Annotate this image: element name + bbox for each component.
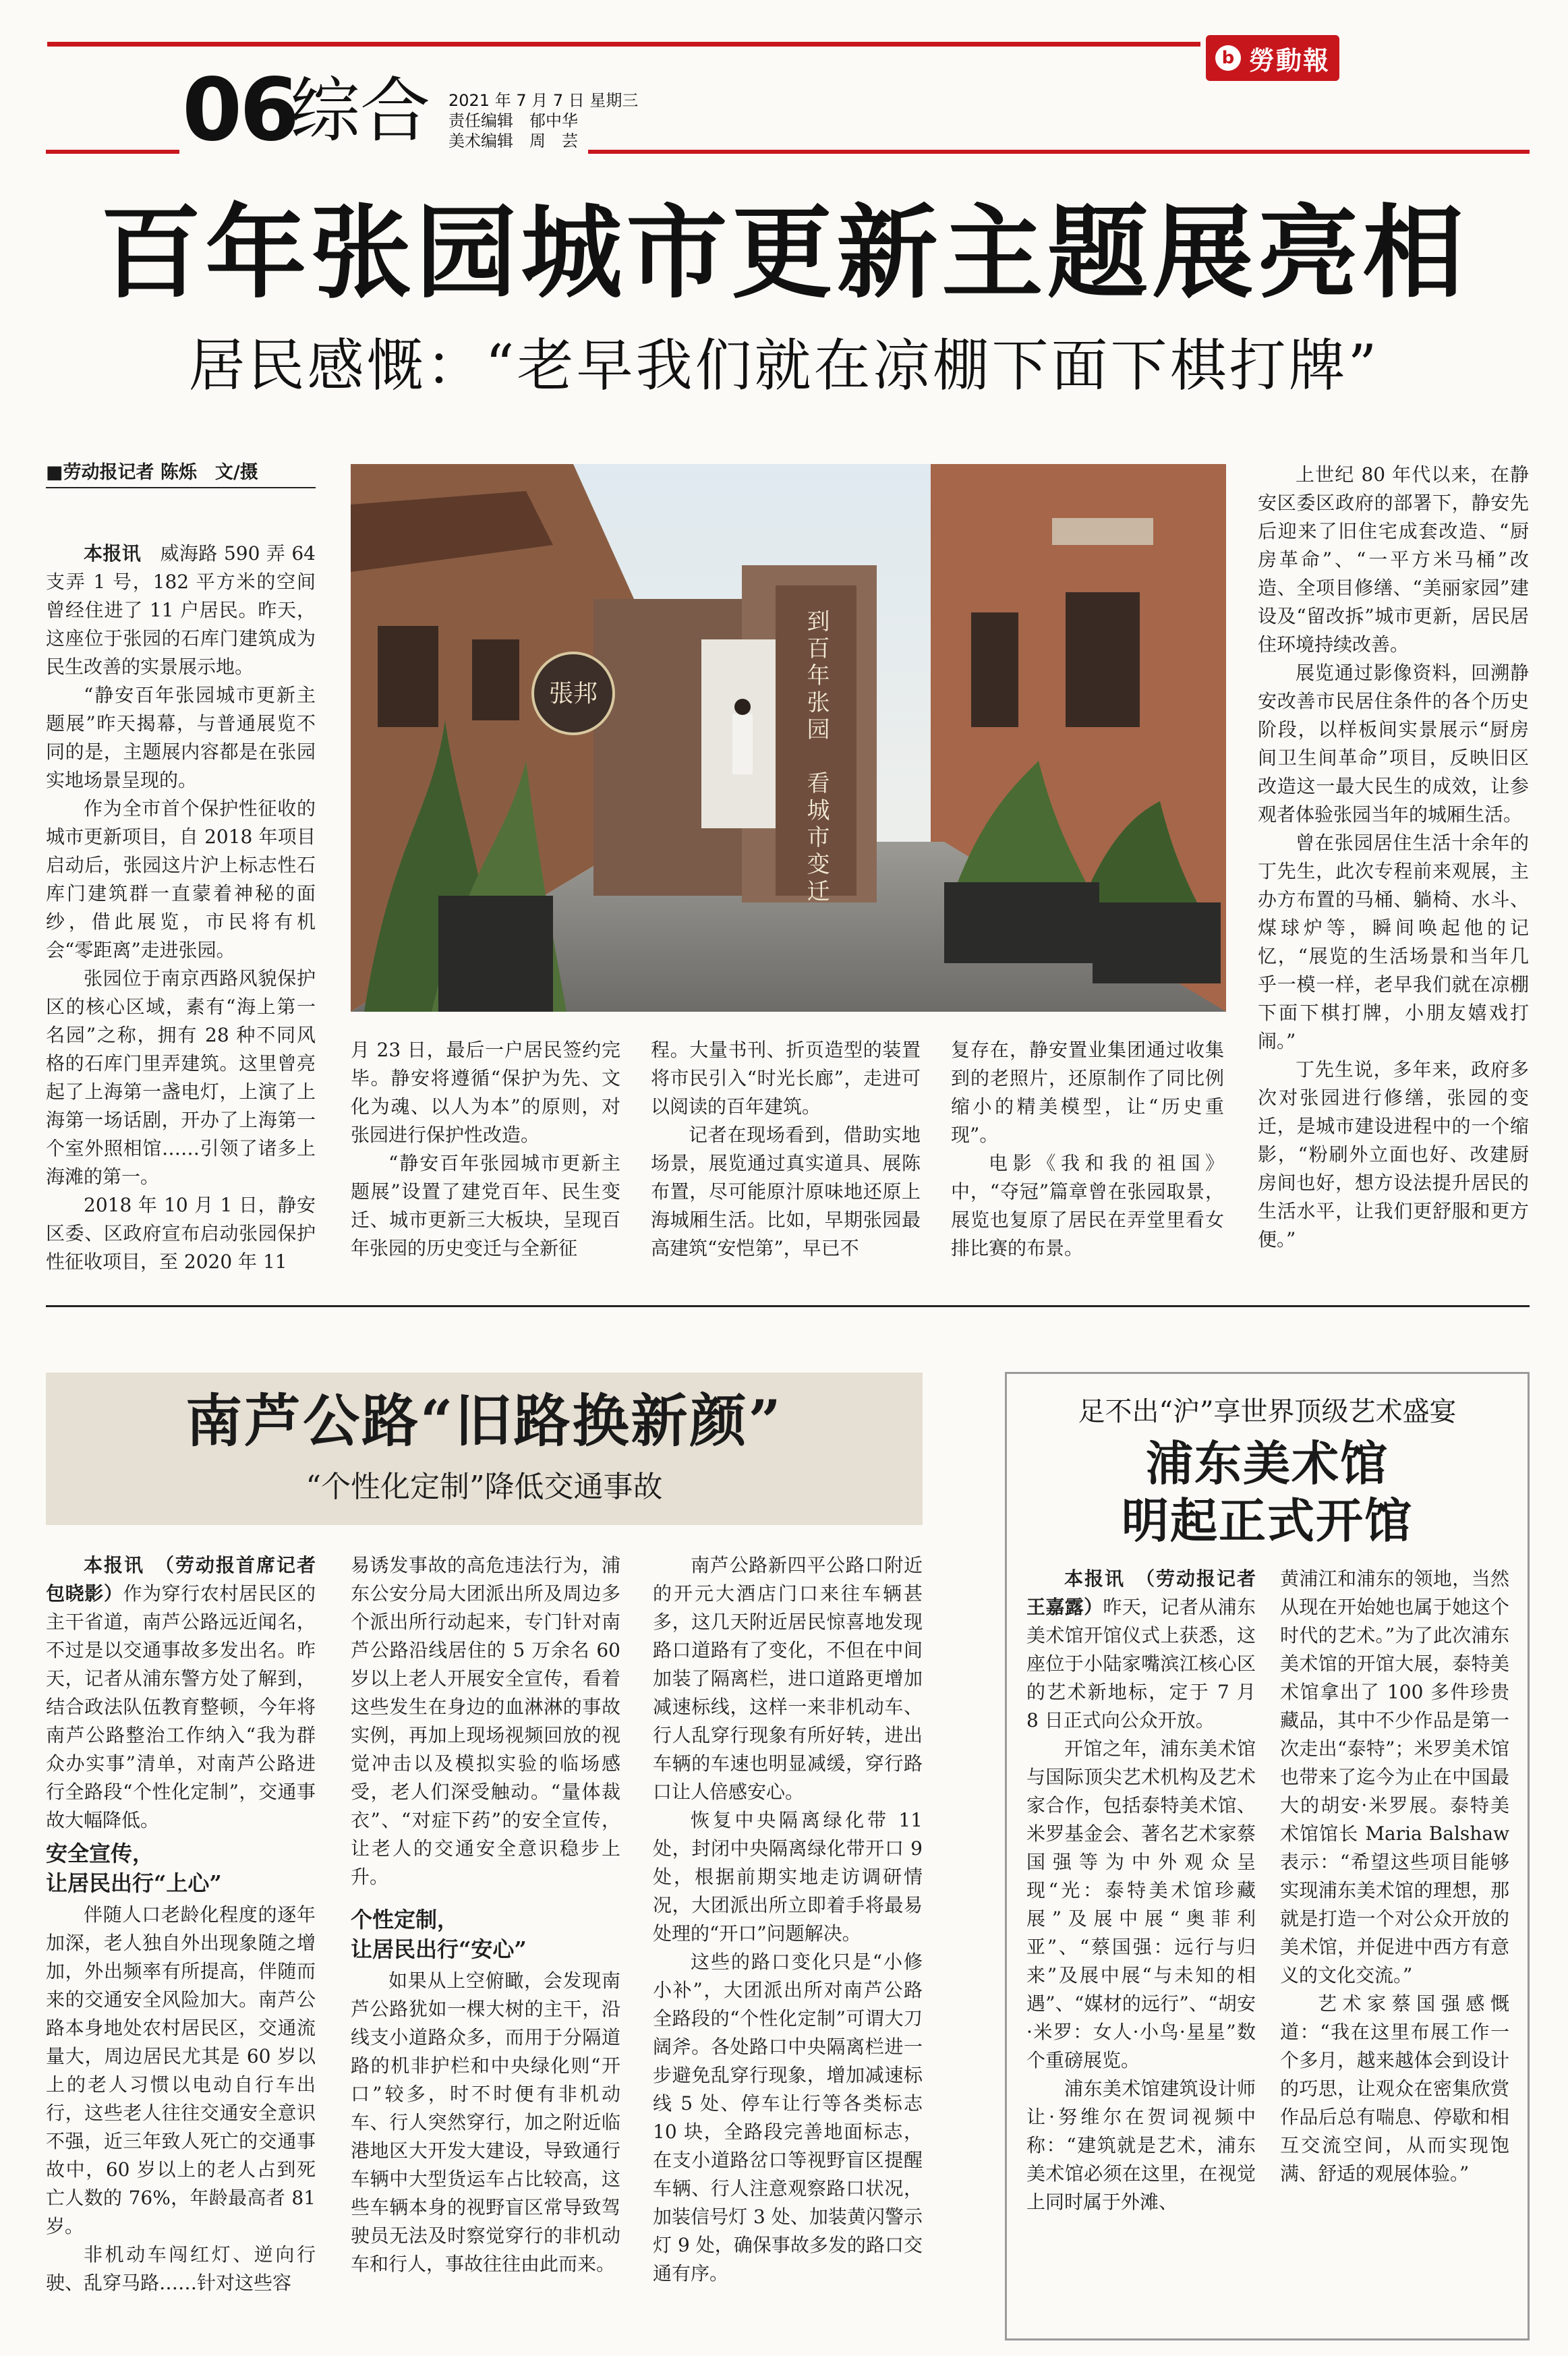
- article1-col4: [951, 1036, 1224, 1263]
- article2-col3: [653, 1551, 923, 2288]
- paragraph: 恢复中央隔离绿化带 11 处，封闭中央隔离绿化带开口 9 处，根据前期实地走访调研情况，大团派出所立即着手将最易处理的“开口”问题解决。: [653, 1809, 923, 1945]
- paragraph: 浦东美术馆建筑设计师让·努维尔在贺词视频中称：“建筑就是艺术，浦东美术馆必须在这里，在视觉上同时属于外滩、: [1026, 2077, 1256, 2213]
- paragraph: 非机动车闯红灯、逆向行驶、乱穿马路……针对这些容: [46, 2243, 316, 2294]
- article3-title-line1: 浦东美术馆: [1146, 1435, 1389, 1491]
- masthead-red-bar-right: [588, 150, 1530, 154]
- section-divider: [46, 1305, 1530, 1307]
- paragraph: 易诱发事故的高危违法行为，浦东公安分局大团派出所及周边多个派出所行动起来，专门针对南芦公路沿线居住的 5 万余名 60 岁以上老人开展安全宣传，看着这些发生在身边的血淋淋的事故实例，再加上现场视频回放的视觉冲击以及模拟实验的临场感受，老人们深受触动。“量体裁衣”、“对症下药”的安全宣传，让老人的交通安全意识稳步上升。: [351, 1554, 620, 1888]
- paragraph: 如果从上空俯瞰，会发现南芦公路犹如一棵大树的主干，沿线支小道路众多，而用于分隔道路的机非护栏和中央绿化则“开口”较多，时不时便有非机动车、行人突然穿行，加之附近临港地区大开发大建设，导致通行车辆中大型货运车占比较高，这些车辆本身的视野盲区常导致驾驶员无法及时察觉穿行的非机动车和行人，事故往往由此而来。: [351, 1970, 620, 2275]
- subhead-line: 让居民出行“上心”: [46, 1870, 222, 1896]
- paragraph: 南芦公路新四平公路口附近的开元大酒店门口来往车辆甚多，这几天附近居民惊喜地发现路口道路有了变化，不但在中间加装了隔离栏，进口道路更增加减速标线，这样一来非机动车、行人乱穿行现象有所好转，进出车辆的车速也明显减缓，穿行路口让人倍感安心。: [653, 1554, 923, 1803]
- gate-logo-text: 張邦: [548, 680, 598, 708]
- lead: 本报讯 （劳动报记者 王嘉露）: [1026, 1568, 1256, 1618]
- paragraph: 丁先生说，多年来，政府多次对张园进行修缮，张园的变迁，是城市建设进程中的一个缩影，“粉刷外立面也好、改建厨房间也好，想方设法提升居民的生活水平，让我们更舒服和更方便。”: [1258, 1058, 1529, 1251]
- subhead-line: 个性定制，: [351, 1907, 459, 1932]
- paragraph: 作为全市首个保护性征收的城市更新项目，自 2018 年项目启动后，张园这片沪上标志性石库门建筑群一直蒙着神秘的面纱，借此展览，市民将有机会“零距离”走进张园。: [46, 797, 316, 961]
- article2-title: 南芦公路“旧路换新颜”: [185, 1387, 783, 1454]
- article1-col3: [651, 1036, 921, 1263]
- paragraph: 月 23 日，最后一户居民签约完毕。静安将遵循“保护为先、文化为魂、以人为本”的原则，对张园进行保护性改造。: [351, 1039, 620, 1146]
- article2-subtitle: “个性化定制”降低交通事故: [306, 1470, 663, 1504]
- date-line: 2021 年 7 月 7 日 星期三: [448, 91, 639, 110]
- paragraph: 上世纪 80 年代以来，在静安区委区政府的部署下，静安先后迎来了旧住宅成套改造、“厨房革命”、“一平方米马桶”改造、全项目修缮、“美丽家园”建设及“留改拆”城市更新，居民居住环境持续改善。: [1258, 463, 1529, 656]
- gate-vertical-text: 到百年张园 看城市变迁: [803, 609, 830, 906]
- page-number: 06: [182, 60, 297, 161]
- masthead-meta: [448, 90, 638, 151]
- article2-col1: [46, 1551, 316, 2297]
- paragraph-text: 作为穿行农村居民区的主干省道，南芦公路远近闻名，不过是以交通事故多发出名。昨天，记者从浦东警方处了解到，结合政法队伍教育整顿，今年将南芦公路整治工作纳入“我为群众办实事”清单，对南芦公路进行全路段“个性化定制”，交通事故大幅降低。: [46, 1582, 316, 1831]
- top-red-rule: [47, 42, 1200, 47]
- paragraph: 开馆之年，浦东美术馆与国际顶尖艺术机构及艺术家合作，包括泰特美术馆、米罗基金会、著名艺术家蔡国强等为中外观众呈现“光：泰特美术馆珍藏展”及展中展“奥菲利亚”、“蔡国强：远行与归来”及展中展“与未知的相遇”、“媒材的远行”、“胡安·米罗：女人·小鸟·星星”数个重磅展览。: [1026, 1737, 1256, 2071]
- subhead-custom: [351, 1905, 620, 1964]
- paragraph: [46, 540, 316, 681]
- article2-col2: [351, 1551, 620, 2278]
- editor-line: 责任编辑 郁中华: [448, 111, 578, 130]
- paragraph: 展览通过影像资料，回溯静安改善市民居住条件的各个历史阶段，以样板间实景展示“厨房间卫生间革命”项目，反映旧区改造这一最大民生的成效，让参观者体验张园当年的城厢生活。: [1258, 662, 1529, 826]
- logo-mark-icon: b: [1215, 45, 1241, 71]
- paragraph-text: 昨天，记者从浦东美术馆开馆仪式上获悉，这座位于小陆家嘴滨江核心区的艺术新地标，定于 7 月 8 日正式向公众开放。: [1026, 1596, 1256, 1731]
- logo-text: 勞動報: [1248, 45, 1330, 76]
- masthead-red-bar-left: [46, 150, 179, 154]
- paragraph: “静安百年张园城市更新主题展”昨天揭幕，与普通展览不同的是，主题展内容都是在张园实地场景呈现的。: [46, 684, 316, 791]
- newspaper-logo: [1206, 35, 1339, 81]
- lead: 本报讯 （劳动报首席记者 包晓影）: [46, 1554, 316, 1605]
- article1-title: 百年张园城市更新主题展亮相: [100, 194, 1468, 312]
- subhead-line: 安全宣传，: [46, 1841, 154, 1866]
- paragraph: [1026, 1565, 1256, 1735]
- paragraph-text: 威海路 590 弄 64 支弄 1 号，182 平方米的空间曾经住进了 11 户居民。昨天，这座位于张园的石库门建筑成为民生改善的实景展示地。: [46, 542, 316, 678]
- paragraph: “静安百年张园城市更新主题展”设置了建党百年、民生变迁、城市更新三大板块，呈现百年张园的历史变迁与全新征: [351, 1152, 620, 1259]
- article1-subtitle: 居民感慨：“老早我们就在凉棚下面下棋打牌”: [188, 333, 1380, 399]
- article3-col2: [1280, 1565, 1509, 2188]
- subhead-line: 让居民出行“安心”: [351, 1936, 527, 1962]
- article1-col5: [1258, 461, 1529, 1254]
- paragraph: 记者在现场看到，借助实地场景，展览通过真实道具、展陈布置，尽可能原汁原味地还原上海城厢生活。比如，早期张园最高建筑“安恺第”，早已不: [651, 1124, 921, 1259]
- paragraph: 程。大量书刊、折页造型的装置将市民引入“时光长廊”，走进可以阅读的百年建筑。: [651, 1039, 921, 1118]
- paragraph: 黄浦江和浦东的领地，当然从现在开始她也属于她这个时代的艺术。”为了此次浦东美术馆的开馆大展，泰特美术馆拿出了 100 多件珍贵藏品，其中不少作品是第一次走出“泰特”；米罗美术馆也带来了迄今为止在中国最大的胡安·米罗展。泰特美术馆馆长 Maria Balshaw 表示：“希望这些项目能够实现浦东美术馆的理想，那就是打造一个对公众开放的美术馆，并促进中西方有意义的文化交流。”: [1280, 1568, 1509, 1986]
- paragraph: 艺术家蔡国强感慨道：“我在这里布展工作一个多月，越来越体会到设计的巧思，让观众在密集欣赏作品后总有喘息、停歇和相互交流空间，从而实现饱满、舒适的观展体验。”: [1280, 1992, 1509, 2185]
- paragraph: 2018 年 10 月 1 日，静安区委、区政府宣布启动张园保护性征收项目，至 2020 年 11: [46, 1194, 316, 1273]
- paragraph: 复存在，静安置业集团通过收集到的老照片，还原制作了同比例缩小的精美模型，让“历史重现”。: [951, 1039, 1224, 1146]
- subhead-safety: [46, 1839, 316, 1898]
- article1-col1: [46, 540, 316, 1276]
- paragraph: 这些的路口变化只是“小修小补”，大团派出所对南芦公路全路段的“个性化定制”可谓大刀阔斧。各处路口中央隔离栏进一步避免乱穿行现象，增加减速标线 5 处、停车让行等各类标志 10 块，全路段完善地面标志，在支小道路岔口等视野盲区提醒车辆、行人注意观察路口状况，加装信号灯 3 处、加装黄闪警示灯 9 处，确保事故多发的路口交通有序。: [653, 1951, 923, 2285]
- paragraph: 伴随人口老龄化程度的逐年加深，老人独自外出现象随之增加，外出频率有所提高，伴随而来的交通安全风险加大。南芦公路本身地处农村居民区，交通流量大，周边居民尤其是 60 岁以上的老人习惯以电动自行车出行，这些老人往往交通安全意识不强，近三年致人死亡的交通事故中，60 岁以上的老人占到死亡人数的 76%，年龄最高者 81 岁。: [46, 1903, 316, 2237]
- art-editor-line: 美术编辑 周 芸: [448, 132, 578, 150]
- paragraph: 张园位于南京西路风貌保护区的核心区域，素有“海上第一名园”之称，拥有 28 种不同风格的石库门里弄建筑。这里曾亮起了上海第一盏电灯，上演了上海第一场话剧，开办了上海第一个室外照相馆……引领了诸多上海滩的第一。: [46, 967, 316, 1188]
- article1-byline: ■劳动报记者 陈烁 文/摄: [46, 462, 258, 483]
- byline-rule: [46, 487, 316, 488]
- paragraph: [46, 1551, 316, 1835]
- article3-kicker: 足不出“沪”享世界顶级艺术盛宴: [1078, 1396, 1457, 1427]
- section-name: 综合: [290, 69, 431, 152]
- article1-photo: [351, 464, 1226, 1012]
- article3-col1: [1026, 1565, 1256, 2216]
- paragraph: 电影《我和我的祖国》中，“夺冠”篇章曾在张园取景，展览也复原了居民在弄堂里看女排比赛的布景。: [951, 1152, 1224, 1259]
- article3-title-line2: 明起正式开馆: [1122, 1493, 1413, 1549]
- alley-photo-illustration: [351, 464, 1226, 1012]
- paragraph: 曾在张园居住生活十余年的丁先生，此次专程前来观展，主办方布置的马桶、躺椅、水斗、煤球炉等，瞬间唤起他的记忆，“展览的生活场景和当年几乎一模一样，老早我们就在凉棚下面下棋打牌，小朋友嬉戏打闹。”: [1258, 832, 1529, 1052]
- lead: 本报讯: [84, 542, 142, 565]
- article1-col2: [351, 1036, 620, 1263]
